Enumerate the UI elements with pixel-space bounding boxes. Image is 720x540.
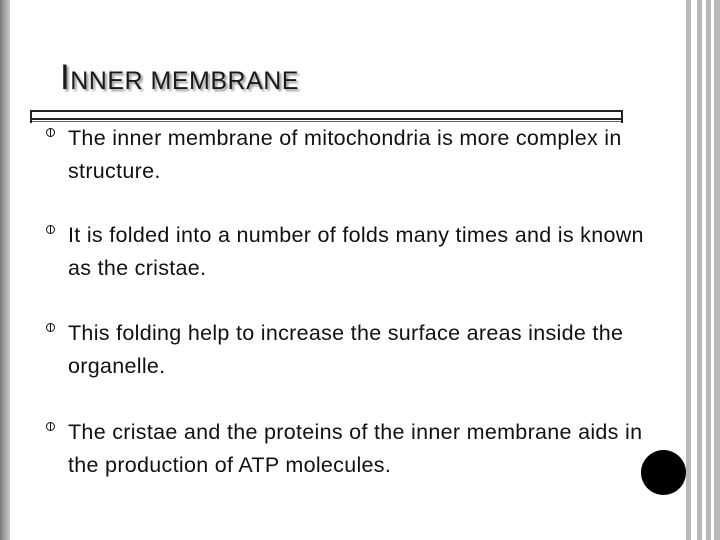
title-rule-top xyxy=(30,110,623,112)
frame-stripe xyxy=(706,0,711,540)
bullet-text: The cristae and the proteins of the inner membrane aids in the production of ATP molecules. xyxy=(68,420,643,477)
slide-title-initial: I xyxy=(60,58,71,97)
circled-bar-bullet-icon xyxy=(46,323,55,332)
right-frame-stripes xyxy=(686,0,720,540)
title-rule-bottom xyxy=(30,118,623,120)
title-rule-cap-left xyxy=(30,110,32,123)
bullet-text: It is folded into a number of folds many times and is known as the cristae. xyxy=(68,223,644,280)
frame-stripe xyxy=(714,0,720,540)
black-circle-icon xyxy=(641,450,686,495)
bullet-text: This folding help to increase the surface areas inside the organelle. xyxy=(68,321,624,378)
circled-bar-bullet-icon xyxy=(46,422,55,431)
frame-stripe xyxy=(686,0,691,540)
circled-bar-bullet-icon xyxy=(46,225,55,234)
slide-title xyxy=(60,58,299,98)
circled-bar-bullet-icon xyxy=(46,128,55,137)
bullet-text: The inner membrane of mitochondria is more complex in structure. xyxy=(68,126,622,183)
frame-stripe xyxy=(697,0,702,540)
slide-title-rest: NNER MEMBRANE xyxy=(70,67,299,95)
left-frame-bar xyxy=(0,0,10,540)
